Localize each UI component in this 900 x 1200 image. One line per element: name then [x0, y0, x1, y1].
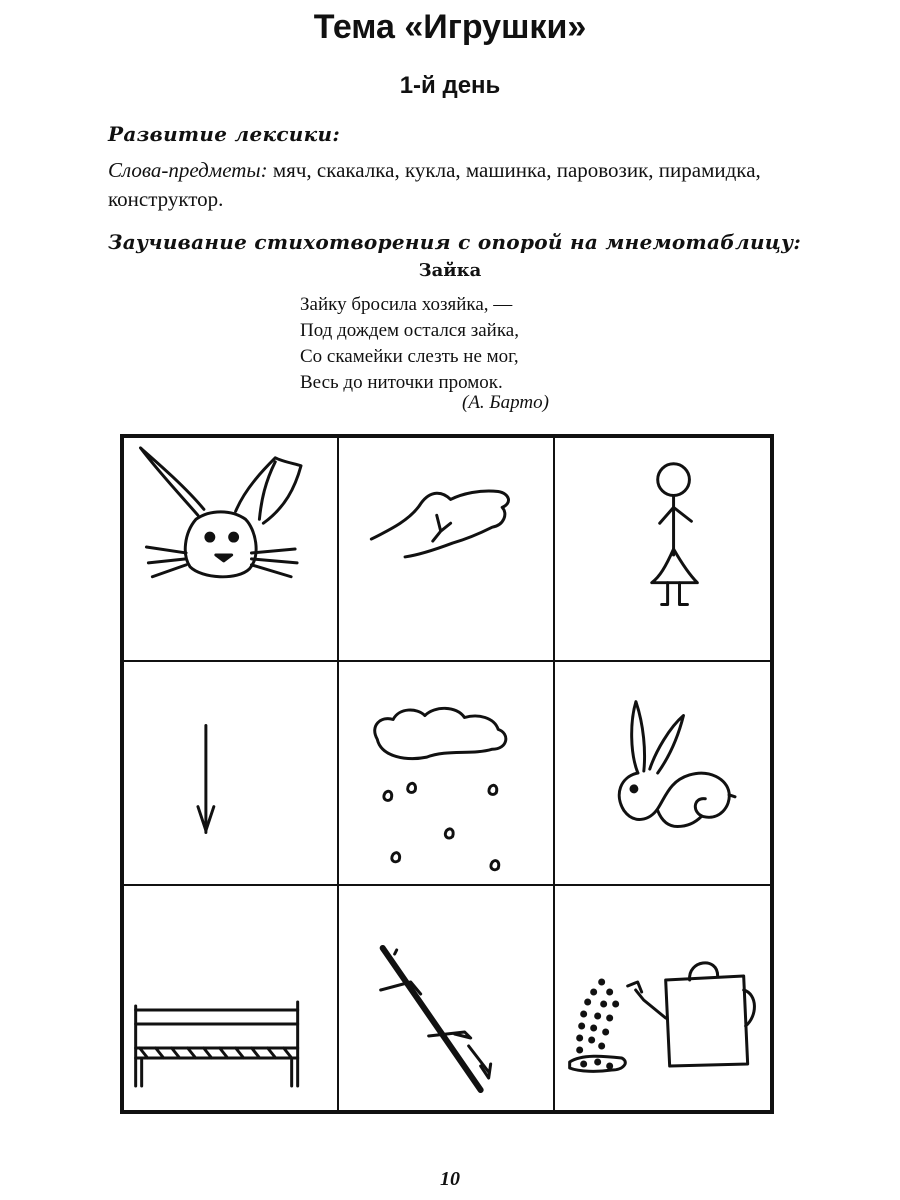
poem-line: Со скамейки слезть не мог, [300, 346, 519, 367]
poem-title: Зайка [418, 260, 482, 281]
memorize-heading: Заучивание стихотворения с опорой на мнемотаблицу: [108, 230, 802, 254]
page-number: 10 [440, 1168, 460, 1190]
mnemo-cell [555, 662, 770, 886]
mnemo-cell [339, 662, 554, 886]
mnemo-cell [124, 662, 339, 886]
mnemo-cell [555, 438, 770, 662]
mnemo-table [120, 434, 774, 1114]
poem-line: Весь до ниточки промок. [300, 372, 503, 393]
mnemo-cell [339, 886, 554, 1110]
girl-stick-figure-icon [555, 438, 770, 660]
poem-author: (А. Барто) [462, 392, 549, 413]
mnemo-cell [339, 438, 554, 662]
mnemo-cell [555, 886, 770, 1110]
hand-icon [339, 438, 552, 660]
mnemo-cell [124, 886, 339, 1110]
vocab-words: мяч, скакалка, кукла, машинка, паровозик, пирамидка, конструктор. [108, 158, 761, 211]
rain-cloud-icon [339, 662, 552, 884]
bench-icon [124, 886, 337, 1110]
bunny-face-icon [124, 438, 337, 660]
falling-icon [339, 886, 552, 1110]
vocab-heading: Развитие лексики: [108, 122, 341, 146]
down-arrow-icon [124, 662, 337, 884]
poem-line: Зайку бросила хозяйка, — [300, 294, 513, 315]
mnemo-cell [124, 438, 339, 662]
day-heading: 1-й день [399, 72, 501, 99]
vocab-label: Слова-предметы: [108, 158, 268, 182]
rabbit-icon [555, 662, 770, 884]
poem-text [300, 292, 519, 396]
watering-can-icon [555, 886, 770, 1110]
page-title: Тема «Игрушки» [313, 8, 587, 46]
poem-line: Под дождем остался зайка, [300, 320, 519, 341]
vocab-paragraph [108, 156, 818, 214]
